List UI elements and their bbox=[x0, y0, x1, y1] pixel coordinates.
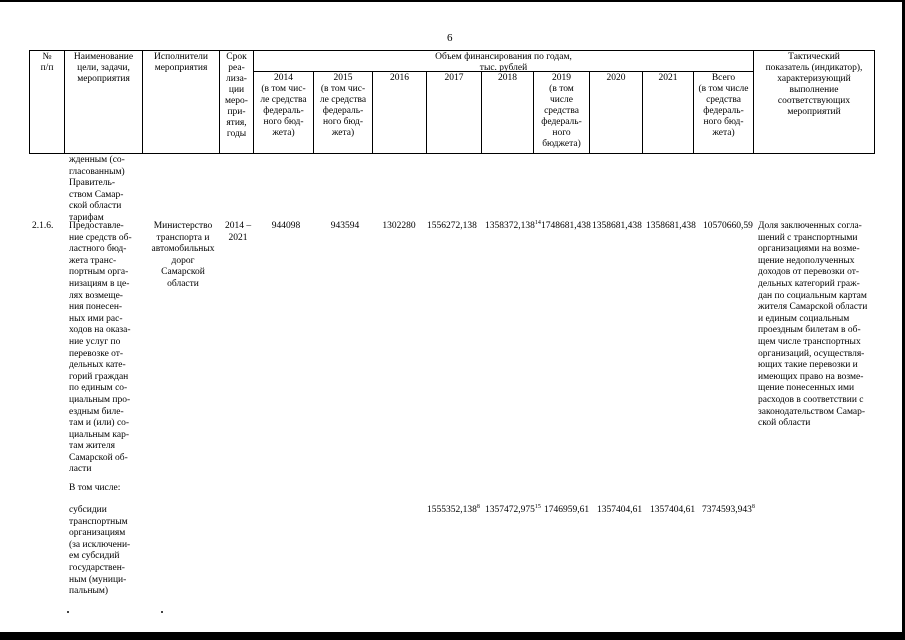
row-value-2016: 1302280 bbox=[382, 221, 416, 231]
row-executor: Министерство транспорта и автомобильных дорог Самарской области bbox=[151, 221, 215, 289]
header-financing-group: Объем финансирования по годам, тыс. рублей bbox=[435, 52, 572, 73]
header-year-2020: 2020 bbox=[606, 73, 626, 83]
row-value-2019: 1748681,438 bbox=[541, 221, 591, 231]
header-year-2019: 2019 (в том числе средства федераль- ного бюджета) bbox=[541, 73, 582, 149]
header-total: Всего (в том числе средства федераль- ного бюд- жета) bbox=[698, 73, 749, 138]
scan-speck bbox=[67, 611, 69, 613]
row-value-2018-number: 1358372,138 bbox=[485, 221, 535, 231]
header-number: № п/п bbox=[40, 52, 54, 73]
page-number: 6 bbox=[447, 32, 453, 44]
row-value-2020: 1358681,438 bbox=[592, 221, 642, 231]
subsidy-value-2017 bbox=[427, 505, 480, 516]
row-value-2018 bbox=[485, 221, 541, 232]
row-value-2014: 944098 bbox=[271, 221, 301, 231]
subsidy-name: субсидии транспортным организациям (за исключени- ем субсидий государствен- ным (муници- пальным) bbox=[69, 505, 131, 597]
row-value-2021: 1358681,438 bbox=[646, 221, 696, 231]
scan-top-edge bbox=[0, 0, 905, 2]
subsidy-value-2021: 1357404,61 bbox=[650, 505, 696, 515]
subsidy-value-2019: 1746959,61 bbox=[544, 505, 590, 515]
subsidy-value-2018-number: 1357472,975 bbox=[485, 505, 535, 515]
row-value-2017: 1556272,138 bbox=[427, 221, 477, 231]
header-name: Наименование цели, задачи, мероприятия bbox=[73, 52, 134, 84]
header-year-2021: 2021 bbox=[658, 73, 678, 83]
row-name: Предоставле- ние средств об- ластного бюд- жета транс- портным орга- низациям в це- лях возмеще- ния понесен- ных ими рас- ходов на оказа- ние услуг по перевозке от- дельных кате- горий граждан по единым со- циальным про- ездным биле- там и (или) со- циальным кар- там жителя Самарской об- ласти bbox=[69, 221, 132, 475]
row-value-2015: 943594 bbox=[330, 221, 360, 231]
header-year-2016: 2016 bbox=[390, 73, 409, 83]
scan-speck bbox=[161, 611, 163, 613]
header-year-2018: 2018 bbox=[498, 73, 517, 83]
header-year-2015: 2015 (в том чис- ле средства федераль- ного бюд- жета) bbox=[319, 73, 367, 138]
subsidy-value-2018-footnote: 15 bbox=[534, 503, 541, 510]
row-indicator: Доля заключенных согла- шений с транспортными организациями на возме- щение недополученных доходов от перевозки от- дельных категорий граж- дан по социальным картам жителя Самарской области и единым социальным проездным билетам в об- щем числе транспортных организаций, осуществля- ющих такие перевозки и имеющих право на возме- щение понесенных ими расходов в соответствии с законодательством Самар- ской области bbox=[758, 221, 868, 429]
header-executor: Исполнители мероприятия bbox=[154, 52, 208, 73]
header-term: Срок реа- лиза- ции меро- при- ятия, годы bbox=[225, 52, 248, 139]
including-label: В том числе: bbox=[69, 483, 121, 493]
subsidy-value-total-number: 7374593,943 bbox=[702, 505, 752, 515]
scan-bottom-edge bbox=[0, 632, 905, 640]
subsidy-value-2017-number: 1555352,138 bbox=[427, 505, 477, 515]
header-table bbox=[29, 50, 875, 154]
subsidy-value-2017-footnote: 8 bbox=[476, 503, 480, 510]
row-number: 2.1.6. bbox=[32, 221, 54, 231]
row-value-total: 10570660,59 bbox=[703, 221, 753, 231]
subsidy-value-2020: 1357404,61 bbox=[597, 505, 643, 515]
header-year-2014: 2014 (в том чис- ле средства федераль- ного бюд- жета) bbox=[260, 73, 307, 138]
row-value-2018-footnote: 14 bbox=[534, 219, 541, 226]
continuation-text: жденным (со- гласованным) Правитель- ством Самар- ской области тарифам bbox=[69, 155, 125, 223]
subsidy-value-2018 bbox=[485, 505, 541, 516]
row-term: 2014 – 2021 bbox=[224, 221, 252, 243]
header-year-2017: 2017 bbox=[444, 73, 464, 83]
subsidy-value-total bbox=[702, 505, 755, 516]
subsidy-value-total-footnote: 8 bbox=[751, 503, 755, 510]
header-indicator: Тактический показатель (индикатор), характеризующий выполнение соответствующих мероприятий bbox=[765, 52, 863, 117]
